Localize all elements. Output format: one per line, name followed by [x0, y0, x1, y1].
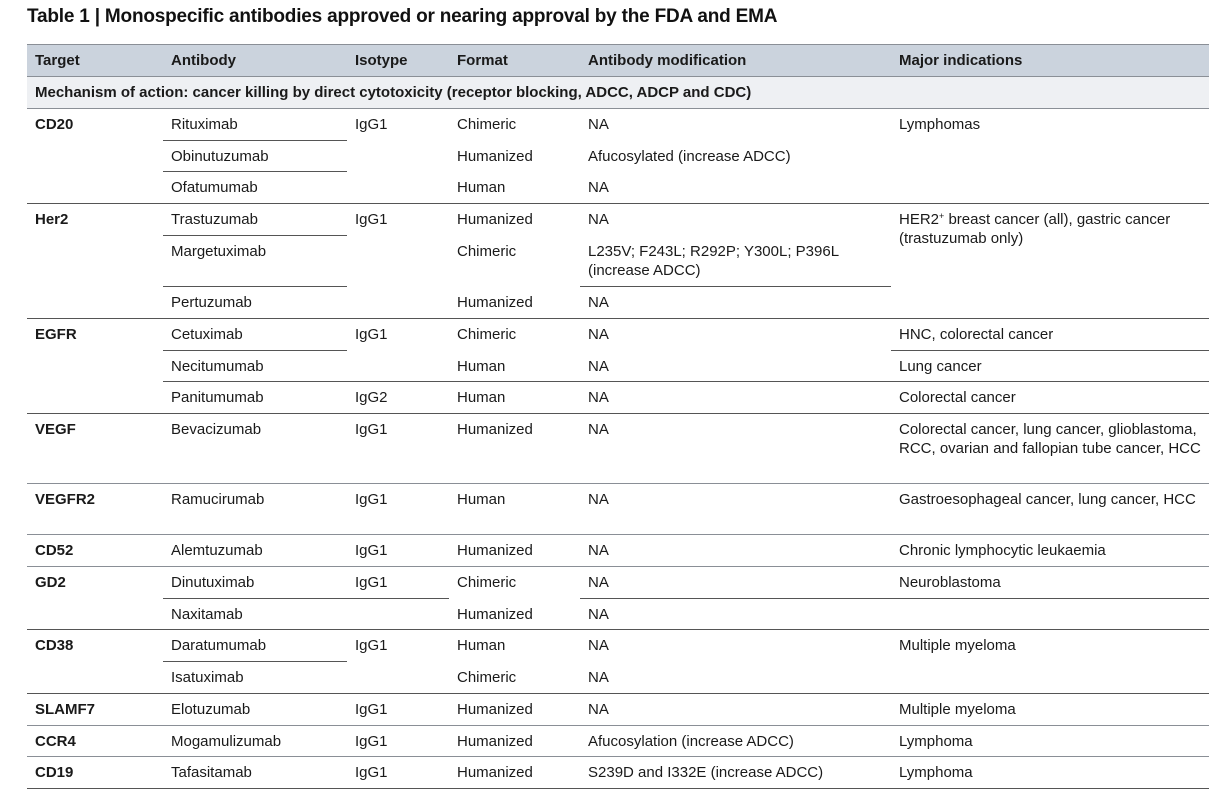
isotype-cell: IgG1: [347, 694, 449, 726]
section-row: [27, 77, 1209, 109]
antibody-cell: Elotuzumab: [163, 694, 347, 726]
format-cell: Humanized: [449, 599, 580, 630]
isotype-cell-empty: [347, 599, 449, 630]
header-row: [27, 45, 1209, 77]
modification-cell: NA: [580, 414, 891, 484]
isotype-cell: IgG1: [347, 414, 449, 484]
format-cell: Human: [457, 637, 506, 654]
indication-cell: HNC, colorectal cancer: [891, 319, 1209, 351]
modification-cell: NA: [580, 599, 891, 630]
indication-cell: Multiple myeloma: [891, 694, 1209, 726]
target-cell: CD19: [27, 757, 163, 789]
modification-cell: S239D and I332E (increase ADCC): [580, 757, 891, 789]
table-title: Table 1 | Monospecific antibodies approved or nearing approval by the FDA and EMA: [27, 6, 778, 27]
modification-cell: NA: [580, 535, 891, 567]
format-cell: Humanized: [449, 726, 580, 757]
antibody-cell: Mogamulizumab: [163, 726, 347, 757]
target-cell: GD2: [27, 567, 163, 630]
table-row: [27, 694, 1209, 726]
antibody-cell: Tafasitamab: [163, 757, 347, 789]
modification-cell: L235V; F243L; R292P; Y300L; P396L (increase ADCC): [580, 236, 891, 287]
isotype-cell: IgG1: [347, 726, 449, 757]
modification-cell: NA: [588, 211, 609, 228]
target-cell: CD20: [27, 109, 163, 204]
table-row: [27, 535, 1209, 567]
antibody-cell: Isatuximab: [163, 662, 347, 694]
target-cell: VEGFR2: [27, 484, 163, 535]
header-format: Format: [449, 45, 580, 77]
header-indications: Major indications: [891, 45, 1209, 77]
format-cell: Humanized: [449, 694, 580, 726]
format-cell: Humanized: [457, 147, 533, 165]
header-modification: Antibody modification: [580, 45, 891, 77]
table-row: [27, 382, 1209, 414]
isotype-cell: IgG1: [347, 484, 449, 535]
indication-cell: Lymphomas: [891, 109, 1209, 204]
table-row: [27, 109, 1209, 141]
modification-cell: NA: [588, 326, 609, 343]
table-row: [27, 599, 1209, 630]
antibody-cell: Panitumumab: [163, 382, 347, 414]
indication-cell: Lymphoma: [891, 726, 1209, 757]
antibody-cell: Ofatumumab: [163, 172, 347, 204]
format-cell: Chimeric: [449, 662, 580, 694]
modification-cell: NA: [580, 662, 891, 694]
format-cell: Chimeric: [457, 326, 517, 343]
modification-cell: Afucosylated (increase ADCC): [588, 147, 791, 165]
modification-cell: NA: [580, 351, 891, 382]
modification-cell: NA: [580, 694, 891, 726]
modification-cell: NA: [580, 382, 891, 414]
antibody-cell: Alemtuzumab: [163, 535, 347, 567]
modification-cell: NA: [588, 637, 609, 654]
antibody-cell: Margetuximab: [163, 236, 347, 287]
modification-cell: NA: [588, 116, 609, 133]
section-label: Mechanism of action: cancer killing by direct cytotoxicity (receptor blocking, ADCC, ADCP and CDC): [27, 77, 1209, 109]
table-row: [27, 351, 1209, 382]
header-isotype: Isotype: [347, 45, 449, 77]
format-cell: Humanized: [457, 211, 533, 228]
target-cell: CD52: [27, 535, 163, 567]
target-cell: EGFR: [27, 319, 163, 414]
antibody-cell: Rituximab: [163, 109, 347, 141]
antibody-cell: Pertuzumab: [163, 287, 347, 319]
indication-cell: Colorectal cancer, lung cancer, glioblastoma, RCC, ovarian and fallopian tube cancer, HCC: [891, 414, 1209, 484]
antibody-cell: Ramucirumab: [163, 484, 347, 535]
indication-cell-empty: [891, 599, 1209, 630]
format-cell: Human: [449, 351, 580, 382]
modification-cell: NA: [580, 567, 891, 599]
indication-cell: Neuroblastoma: [891, 567, 1209, 599]
format-cell: Chimeric: [457, 116, 517, 133]
target-cell: Her2: [27, 204, 163, 319]
isotype-cell: IgG1: [347, 109, 449, 204]
indication-cell: Chronic lymphocytic leukaemia: [891, 535, 1209, 567]
isotype-cell: IgG1: [347, 567, 449, 599]
indication-cell: Colorectal cancer: [891, 382, 1209, 414]
table-row: [27, 567, 1209, 599]
table-row: [27, 726, 1209, 757]
isotype-cell: IgG1: [347, 757, 449, 789]
table-row: [27, 484, 1209, 535]
isotype-cell: IgG1: [347, 535, 449, 567]
indication-rest: breast cancer (all), gastric cancer (trastuzumab only): [899, 211, 1171, 247]
antibody-table: [27, 44, 1209, 789]
format-cell: Human: [449, 172, 580, 204]
antibody-cell: Cetuximab: [163, 319, 347, 351]
antibody-cell: Daratumumab: [163, 630, 347, 662]
table-row: [27, 414, 1209, 484]
indication-cell: Gastroesophageal cancer, lung cancer, HCC: [891, 484, 1209, 535]
isotype-cell: IgG1: [347, 204, 449, 319]
indication-cell: [891, 204, 1209, 319]
table-row: [27, 630, 1209, 662]
table-row: [27, 757, 1209, 789]
format-cell: Human: [449, 382, 580, 414]
indication-cell: Lymphoma: [891, 757, 1209, 789]
isotype-cell: IgG1: [347, 630, 449, 694]
format-cell: Humanized: [449, 535, 580, 567]
table-row: [27, 204, 1209, 236]
format-cell: Humanized: [449, 414, 580, 484]
target-cell: VEGF: [27, 414, 163, 484]
modification-cell: Afucosylation (increase ADCC): [580, 726, 891, 757]
modification-cell: NA: [580, 484, 891, 535]
target-cell: CCR4: [27, 726, 163, 757]
format-cell: Humanized: [449, 287, 580, 319]
indication-cell: Lung cancer: [891, 351, 1209, 382]
format-cell: Chimeric: [457, 242, 517, 260]
indication-superscript: +: [939, 211, 945, 221]
isotype-cell: IgG1: [347, 319, 449, 382]
isotype-cell: IgG2: [347, 382, 449, 414]
table-row: [27, 319, 1209, 351]
antibody-cell: Trastuzumab: [163, 204, 347, 236]
antibody-cell: Dinutuximab: [163, 567, 347, 599]
header-antibody: Antibody: [163, 45, 347, 77]
format-cell: Chimeric: [457, 574, 517, 591]
antibody-cell: Necitumumab: [163, 351, 347, 382]
header-target: Target: [27, 45, 163, 77]
target-cell: SLAMF7: [27, 694, 163, 726]
antibody-cell: Bevacizumab: [163, 414, 347, 484]
modification-cell: NA: [580, 172, 891, 204]
antibody-cell: Obinutuzumab: [163, 141, 347, 172]
indication-cell: Multiple myeloma: [891, 630, 1209, 694]
target-cell: CD38: [27, 630, 163, 694]
indication-prefix: HER2: [899, 211, 940, 228]
format-cell: Human: [449, 484, 580, 535]
modification-cell: NA: [580, 287, 891, 319]
format-cell: Humanized: [449, 757, 580, 789]
antibody-cell: Naxitamab: [163, 599, 347, 630]
